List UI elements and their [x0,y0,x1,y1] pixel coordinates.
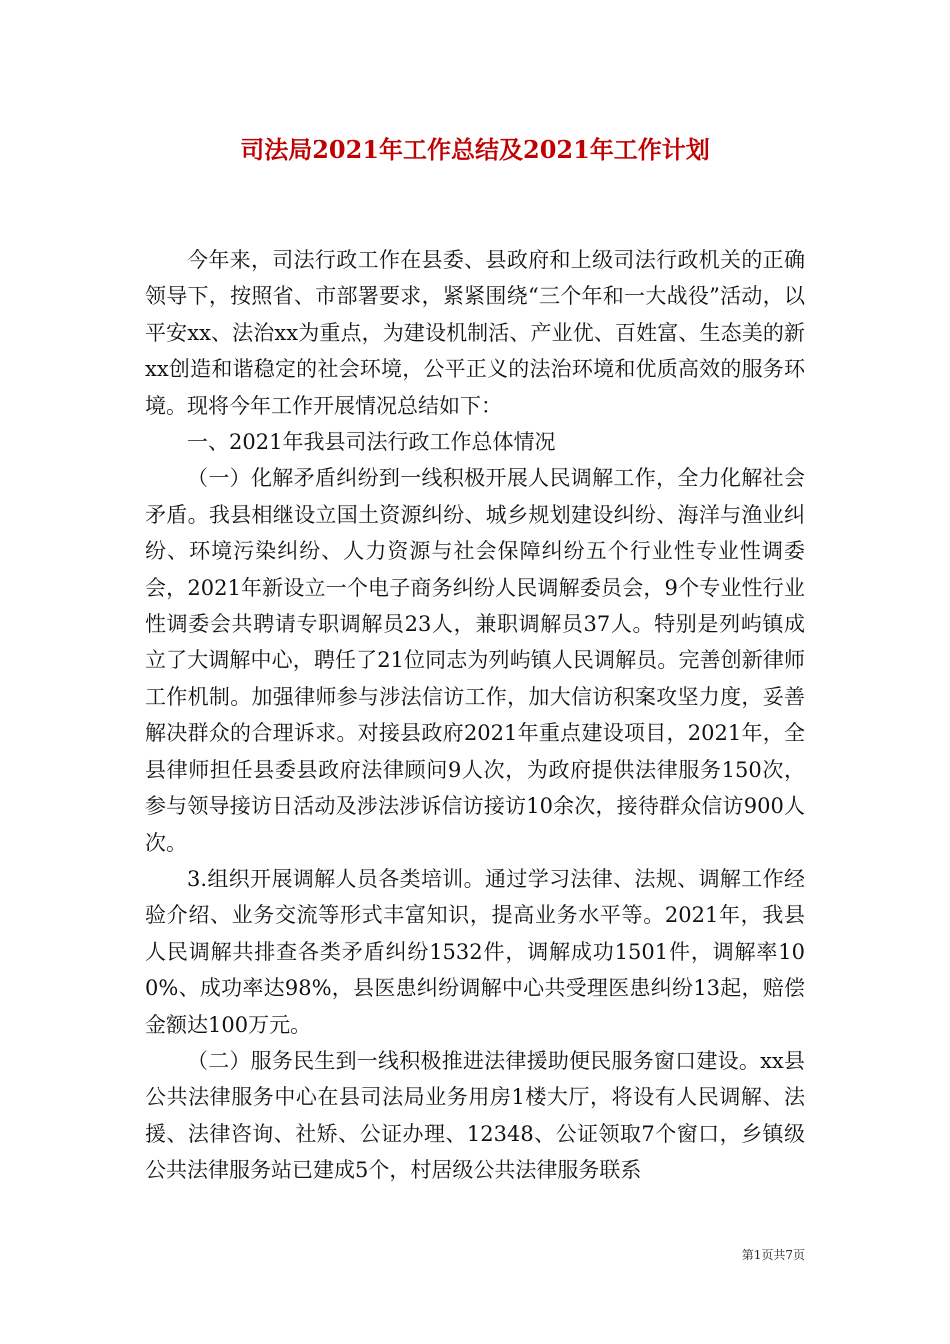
document-title: 司法局2021年工作总结及2021年工作计划 [240,135,710,164]
paragraph-legal-service: （二）服务民生到一线积极推进法律援助便民服务窗口建设。xx县公共法律服务中心在县司法局业务用房1楼大厅，将设有人民调解、法援、法律咨询、社矫、公证办理、12348、公证领取7个窗口，乡镇级公共法律服务站已建成5个，村居级公共法律服务联系 [145,1048,805,1183]
document-body [145,242,805,1189]
section-heading-1: 一、2021年我县司法行政工作总体情况 [187,430,556,455]
paragraph-intro: 今年来，司法行政工作在县委、县政府和上级司法行政机关的正确领导下，按照省、市部署要求，紧紧围绕“三个年和一大战役”活动，以平安xx、法治xx为重点，为建设机制活、产业优、百姓富、生态美的新xx创造和谐稳定的社会环境，公平正义的法治环境和优质高效的服务环境。现将今年工作开展情况总结如下： [145,248,805,418]
page-number-label: 第1页共7页 [741,1248,805,1262]
page-number-footer [742,1247,805,1263]
paragraph-mediation: （一）化解矛盾纠纷到一线积极开展人民调解工作，全力化解社会矛盾。我县相继设立国土资源纠纷、城乡规划建设纠纷、海洋与渔业纠纷、环境污染纠纷、人力资源与社会保障纠纷五个行业性专业性调委会，2021年新设立一个电子商务纠纷人民调解委员会，9个专业性行业性调委会共聘请专职调解员23人，兼职调解员37人。特别是列屿镇成立了大调解中心，聘任了21位同志为列屿镇人民调解员。完善创新律师工作机制。加强律师参与涉法信访工作，加大信访积案攻坚力度，妥善解决群众的合理诉求。对接县政府2021年重点建设项目，2021年，全县律师担任县委县政府法律顾问9人次，为政府提供法律服务150次，参与领导接访日活动及涉法涉诉信访接访10余次，接待群众信访900人次。 [145,466,805,855]
paragraph-training: 3.组织开展调解人员各类培训。通过学习法律、法规、调解工作经验介绍、业务交流等形式丰富知识，提高业务水平等。2021年，我县人民调解共排查各类矛盾纠纷1532件，调解成功1501件，调解率100%、成功率达98%，县医患纠纷调解中心共受理医患纠纷13起，赔偿金额达100万元。 [145,866,805,1037]
